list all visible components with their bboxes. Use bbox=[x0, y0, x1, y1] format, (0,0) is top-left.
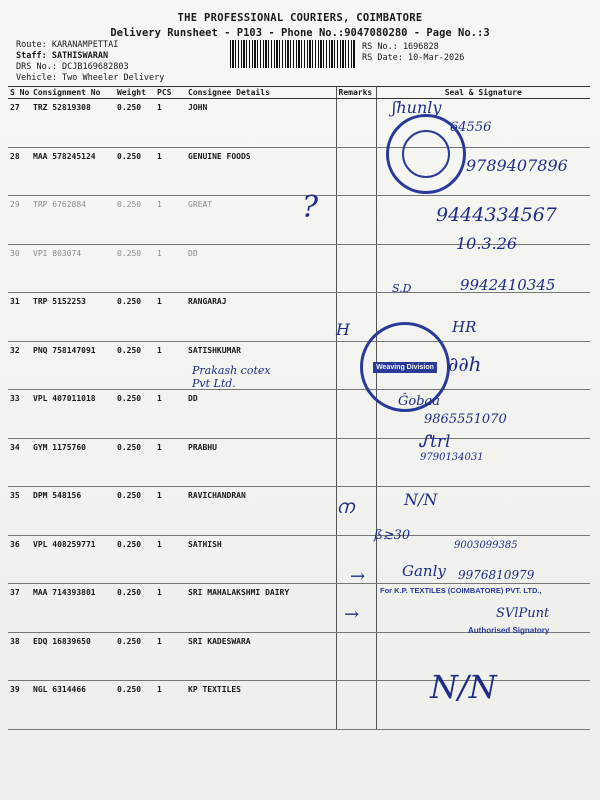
signature-row38: Ganly bbox=[402, 562, 446, 580]
cell-remarks bbox=[336, 390, 376, 439]
cell-consignee: GENUINE FOODS bbox=[186, 147, 336, 196]
signature-row35: ᔑtrl bbox=[418, 432, 451, 452]
cell-consignee: SATHISH bbox=[186, 535, 336, 584]
cell-consignment: VPL 407011018 bbox=[31, 390, 115, 439]
weaving-label: Weaving Division bbox=[373, 362, 437, 373]
table-row bbox=[8, 681, 590, 730]
cell-consignee: RANGARAJ bbox=[186, 293, 336, 342]
route-label: Route: KARANAMPETTAI bbox=[16, 40, 119, 50]
col-seal: Seal & Signature bbox=[376, 87, 590, 99]
cell-sno: 38 bbox=[8, 632, 31, 681]
cell-weight: 0.250 bbox=[115, 584, 155, 633]
cell-weight: 0.250 bbox=[115, 487, 155, 536]
cell-sno: 27 bbox=[8, 99, 31, 148]
handwriting-row31a: S.D bbox=[392, 282, 412, 295]
cell-weight: 0.250 bbox=[115, 681, 155, 730]
handwriting-row33: Prakash cotex Pvt Ltd. bbox=[192, 364, 271, 390]
cell-sno: 33 bbox=[8, 390, 31, 439]
handwriting-row27: 64556 bbox=[450, 120, 492, 135]
cell-consignment: EDQ 16839650 bbox=[31, 632, 115, 681]
cell-remarks bbox=[336, 632, 376, 681]
cell-consignee: JOHN bbox=[186, 99, 336, 148]
authorised-signatory: Authorised Signatory bbox=[468, 626, 550, 635]
cell-pcs: 1 bbox=[155, 244, 186, 293]
cell-consignment: TRP 6762884 bbox=[31, 196, 115, 245]
cell-pcs: 1 bbox=[155, 584, 186, 633]
cell-weight: 0.250 bbox=[115, 390, 155, 439]
cell-consignment: PNQ 758147091 bbox=[31, 341, 115, 390]
col-weight: Weight bbox=[115, 87, 155, 99]
cell-consignment: VPL 408259771 bbox=[31, 535, 115, 584]
cell-consignee: GREAT bbox=[186, 196, 336, 245]
cell-consignment: NGL 6314466 bbox=[31, 681, 115, 730]
arrow-row39: → bbox=[344, 604, 360, 625]
signature-row37: ß≳30 bbox=[374, 528, 411, 543]
cell-weight: 0.250 bbox=[115, 632, 155, 681]
drs-label: DRS No.: DCJB169682803 bbox=[16, 62, 129, 72]
cell-consignment: GYM 1175760 bbox=[31, 438, 115, 487]
cell-remarks bbox=[336, 438, 376, 487]
signature-row27: ʃhunly bbox=[392, 98, 442, 117]
cell-weight: 0.250 bbox=[115, 196, 155, 245]
signature-row34: Ĝobaa bbox=[398, 394, 441, 409]
cell-weight: 0.250 bbox=[115, 244, 155, 293]
table-row bbox=[8, 632, 590, 681]
cell-pcs: 1 bbox=[155, 535, 186, 584]
cell-sno: 32 bbox=[8, 341, 31, 390]
cell-pcs: 1 bbox=[155, 99, 186, 148]
staff-label: Staff: SATHISWARAN bbox=[16, 51, 109, 61]
col-consignee: Consignee Details bbox=[186, 87, 336, 99]
cell-weight: 0.250 bbox=[115, 293, 155, 342]
cell-pcs: 1 bbox=[155, 438, 186, 487]
cell-consignee: DD bbox=[186, 244, 336, 293]
cell-pcs: 1 bbox=[155, 681, 186, 730]
handwriting-row31b: 9942410345 bbox=[460, 276, 556, 294]
cell-consignee: PRABHU bbox=[186, 438, 336, 487]
cell-sno: 39 bbox=[8, 681, 31, 730]
table-row bbox=[8, 438, 590, 487]
table-row bbox=[8, 293, 590, 342]
cell-consignment: TRZ 52819308 bbox=[31, 99, 115, 148]
handwriting-row38: 9976810979 bbox=[458, 568, 535, 582]
footer-scribble: N/N bbox=[430, 668, 497, 706]
cell-sno: 37 bbox=[8, 584, 31, 633]
cell-pcs: 1 bbox=[155, 196, 186, 245]
company-title: THE PROFESSIONAL COURIERS, COIMBATORE bbox=[177, 12, 423, 24]
cell-weight: 0.250 bbox=[115, 147, 155, 196]
table-row bbox=[8, 341, 590, 390]
signature-row39: SVlPunt bbox=[496, 606, 550, 621]
cell-consignee: RAVICHANDRAN bbox=[186, 487, 336, 536]
cell-remarks bbox=[336, 681, 376, 730]
cell-weight: 0.250 bbox=[115, 438, 155, 487]
col-remarks: Remarks bbox=[336, 87, 376, 99]
cell-sno: 31 bbox=[8, 293, 31, 342]
rs-number: RS No.: 1696828 bbox=[362, 42, 439, 52]
cell-weight: 0.250 bbox=[115, 535, 155, 584]
handwriting-row37: 9003099385 bbox=[454, 540, 518, 551]
handwriting-row34: 9865551070 bbox=[424, 412, 507, 427]
cell-consignee: SRI MAHALAKSHMI DAIRY bbox=[186, 584, 336, 633]
cell-sno: 36 bbox=[8, 535, 31, 584]
rs-date: RS Date: 10-Mar-2026 bbox=[362, 53, 465, 63]
cell-remarks bbox=[336, 244, 376, 293]
arrow-row38: → bbox=[350, 566, 366, 587]
table-header bbox=[8, 87, 590, 99]
scribble-row36: ന bbox=[336, 496, 354, 518]
scribble-row29: ? bbox=[302, 190, 319, 225]
cell-weight: 0.250 bbox=[115, 341, 155, 390]
cell-sno: 34 bbox=[8, 438, 31, 487]
col-pcs: PCS bbox=[155, 87, 186, 99]
cell-consignee: DD bbox=[186, 390, 336, 439]
cell-sno: 29 bbox=[8, 196, 31, 245]
cell-sno: 30 bbox=[8, 244, 31, 293]
scribble-row32: H bbox=[336, 320, 350, 339]
signature-row32: HR bbox=[452, 318, 477, 336]
cell-consignee: KP TEXTILES bbox=[186, 681, 336, 730]
cell-sno: 28 bbox=[8, 147, 31, 196]
col-consignment: Consignment No bbox=[31, 87, 115, 99]
cell-remarks bbox=[336, 196, 376, 245]
cell-consignee: SATISHKUMAR bbox=[186, 341, 336, 390]
cell-pcs: 1 bbox=[155, 390, 186, 439]
cell-remarks bbox=[336, 147, 376, 196]
cell-consignment: DPM 548156 bbox=[31, 487, 115, 536]
cell-consignment: MAA 578245124 bbox=[31, 147, 115, 196]
handwriting-row30b: 10.3.26 bbox=[456, 234, 518, 253]
cell-consignment: TRP 5152253 bbox=[31, 293, 115, 342]
runsheet-subtitle: Delivery Runsheet - P103 - Phone No.:9047080280 - Page No.:3 bbox=[110, 27, 490, 39]
cell-pcs: 1 bbox=[155, 293, 186, 342]
table-row bbox=[8, 99, 590, 148]
table-row bbox=[8, 487, 590, 536]
vehicle-label: Vehicle: Two Wheeler Delivery bbox=[16, 73, 165, 83]
cell-consignee: SRI KADESWARA bbox=[186, 632, 336, 681]
handwriting-row35: 9790134031 bbox=[420, 452, 484, 463]
cell-pcs: 1 bbox=[155, 487, 186, 536]
handwriting-row36: N/N bbox=[404, 490, 438, 509]
cell-consignment: VPI 803074 bbox=[31, 244, 115, 293]
cell-pcs: 1 bbox=[155, 632, 186, 681]
kp-textiles-company-stamp: For K.P. TEXTILES (COIMBATORE) PVT. LTD., bbox=[380, 586, 542, 595]
handwriting-row30a: 9444334567 bbox=[436, 204, 557, 226]
cell-weight: 0.250 bbox=[115, 99, 155, 148]
cell-pcs: 1 bbox=[155, 341, 186, 390]
col-sno: S No bbox=[10, 88, 30, 97]
cell-sno: 35 bbox=[8, 487, 31, 536]
cell-consignment: MAA 714393801 bbox=[31, 584, 115, 633]
barcode bbox=[230, 40, 356, 68]
handwriting-row28: 9789407896 bbox=[466, 156, 568, 175]
cell-pcs: 1 bbox=[155, 147, 186, 196]
cell-remarks bbox=[336, 99, 376, 148]
signature-row33: ∂∂h bbox=[448, 352, 482, 376]
genuine-foods-stamp bbox=[386, 114, 466, 194]
